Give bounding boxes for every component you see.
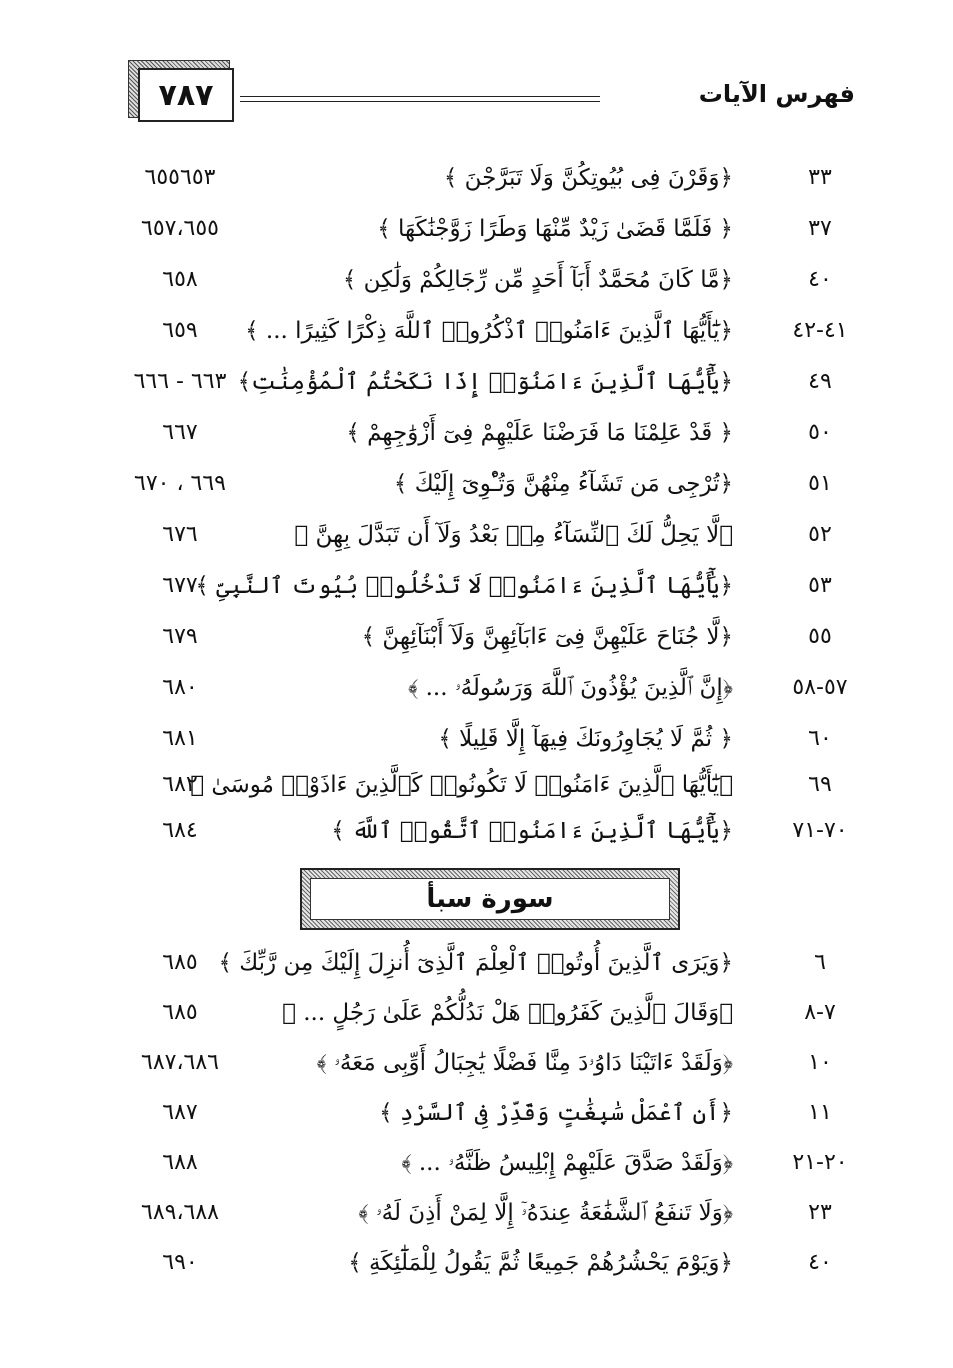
index-row	[0, 726, 953, 776]
page-reference: ٦٥٩	[162, 318, 198, 343]
verse-number: ٥٣	[808, 573, 832, 598]
page-reference: ٦٨٢	[162, 772, 198, 797]
ayah-text: ﴿أَنِ ٱعْمَلْ سَٰبِغَٰتٍ وَقَدِّرْ فِى ٱلسَّرْدِ ﴾	[379, 1100, 733, 1126]
page-reference: ٦٧٧	[162, 573, 198, 598]
verse-number: ٤٠	[808, 1250, 832, 1275]
page-title: فهرس الآيات	[698, 80, 855, 108]
index-row	[0, 1100, 953, 1150]
page-reference: ٦٨١	[162, 726, 198, 751]
ayah-text: ﴿وَقَالَ ٱلَّذِينَ كَفَرُوا۟ هَلْ نَدُلُّكُمْ عَلَىٰ رَجُلٍ ... ﴾	[282, 1000, 733, 1026]
ayah-text: ﴿إِنَّ ٱلَّذِينَ يُؤْذُونَ ٱللَّهَ وَرَسُولَهُۥ ... ﴾	[408, 675, 733, 701]
ayah-text: ﴿وَلَا تَنفَعُ ٱلشَّفَٰعَةُ عِندَهُۥٓ إِلَّا لِمَنْ أَذِنَ لَهُۥ ﴾	[358, 1200, 733, 1226]
verse-number: ٤٠	[808, 267, 832, 292]
verse-number: ٢٠-٢١	[792, 1150, 848, 1175]
verse-number: ٤٩	[808, 369, 832, 394]
index-row	[0, 573, 953, 623]
verse-number: ٣٣	[808, 165, 832, 190]
page-reference: ٦٥٨	[162, 267, 198, 292]
index-row	[0, 420, 953, 470]
verse-number: ٤١-٤٢	[792, 318, 848, 343]
index-row	[0, 1200, 953, 1250]
index-row	[0, 1000, 953, 1050]
verse-number: ٥٧-٥٨	[792, 675, 848, 700]
page-reference: ٦٨٧	[162, 1100, 198, 1125]
ayah-text: ﴿وَقَرْنَ فِى بُيُوتِكُنَّ وَلَا تَبَرَّجْنَ ﴾	[443, 165, 733, 191]
page-reference: ٦٦٧	[162, 420, 198, 445]
verse-number: ٣٧	[808, 216, 832, 241]
index-row	[0, 950, 953, 1000]
page-reference: ٦٨٤	[162, 818, 198, 843]
ayah-text: ﴿وَيَوْمَ يَحْشُرُهُمْ جَمِيعًا ثُمَّ يَقُولُ لِلْمَلَٰٓئِكَةِ ﴾	[348, 1250, 733, 1276]
page-reference: ٦٨٧،٦٨٦	[141, 1050, 219, 1075]
ayah-text: ﴿مَّا كَانَ مُحَمَّدٌ أَبَآ أَحَدٍ مِّن رِّجَالِكُمْ وَلَٰكِن ﴾	[342, 267, 733, 293]
ayah-text: ﴿يَٰٓأَيُّهَا ٱلَّذِينَ ءَامَنُوا۟ لَا تَدْخُلُوا۟ بُيُوتَ ٱلنَّبِىِّ ﴾	[195, 573, 733, 599]
index-row	[0, 1050, 953, 1100]
ayah-text: ﴿يَٰٓأَيُّهَا ٱلَّذِينَ ءَامَنُوا۟ ٱذْكُرُوا۟ ٱللَّهَ ذِكْرًا كَثِيرًا ... ﴾	[245, 318, 733, 344]
ayah-text: ﴿لَّا جُنَاحَ عَلَيْهِنَّ فِىٓ ءَابَآئِهِنَّ وَلَآ أَبْنَآئِهِنَّ ﴾	[361, 624, 733, 650]
index-row	[0, 818, 953, 868]
verse-number: ٥٢	[808, 522, 832, 547]
page-reference: ٦٨٩،٦٨٨	[141, 1200, 219, 1225]
page-reference: ٦٥٥٦٥٣	[144, 165, 216, 190]
verse-number: ١١	[808, 1100, 832, 1125]
ayah-text: ﴿تُرْجِى مَن تَشَآءُ مِنْهُنَّ وَتُـْٔوِىٓ إِلَيْكَ ﴾	[393, 471, 733, 497]
page-number-box	[128, 60, 238, 124]
verse-number: ٥٠	[808, 420, 832, 445]
page-reference: ٦٨٥	[162, 950, 198, 975]
ayah-text: ﴿وَيَرَى ٱلَّذِينَ أُوتُوا۟ ٱلْعِلْمَ ٱلَّذِىٓ أُنزِلَ إِلَيْكَ مِن رَّبِّكَ ﴾	[218, 950, 733, 976]
verse-number: ٦٠	[808, 726, 832, 751]
page-reference: ٦٦٣ - ٦٦٦	[133, 369, 227, 394]
page-reference: ٦٥٧،٦٥٥	[141, 216, 219, 241]
verse-number: ٥١	[808, 471, 832, 496]
header-rule	[240, 96, 600, 102]
ayah-text: ﴿وَلَقَدْ صَدَّقَ عَلَيْهِمْ إِبْلِيسُ ظَنَّهُۥ ... ﴾	[401, 1150, 733, 1176]
verse-number: ٢٣	[808, 1200, 832, 1225]
page-reference: ٦٧٩	[162, 624, 198, 649]
verse-number: ٦	[814, 950, 826, 975]
ayah-text: ﴿يَٰٓأَيُّهَا ٱلَّذِينَ ءَامَنُوا۟ ٱتَّقُوا۟ ٱللَّهَ ﴾	[331, 818, 733, 844]
ayah-text: ﴿يَٰٓأَيُّهَا ٱلَّذِينَ ءَامَنُوا۟ لَا تَكُونُوا۟ كَٱلَّذِينَ ءَاذَوْا۟ مُوسَىٰ ﴾	[190, 772, 733, 798]
ayah-text: ﴿لَّا يَحِلُّ لَكَ ٱلنِّسَآءُ مِنۢ بَعْدُ وَلَآ أَن تَبَدَّلَ بِهِنَّ ﴾	[294, 522, 733, 548]
verse-number: ١٠	[808, 1050, 832, 1075]
index-row	[0, 1150, 953, 1200]
index-row	[0, 216, 953, 266]
index-row	[0, 165, 953, 215]
page-reference: ٦٦٩ ، ٦٧٠	[134, 471, 226, 496]
surah-heading-banner	[300, 868, 680, 930]
ayah-text: ﴿ ثُمَّ لَا يُجَاوِرُونَكَ فِيهَآ إِلَّا قَلِيلًا ﴾	[438, 726, 733, 752]
ayah-text: ﴿يَٰٓأَيُّهَا ٱلَّذِينَ ءَامَنُوٓا۟ إِذَا نَكَحْتُمُ ٱلْمُؤْمِنَٰتِ﴾	[237, 369, 733, 395]
ayah-text: ﴿وَلَقَدْ ءَاتَيْنَا دَاوُۥدَ مِنَّا فَضْلًا يَٰجِبَالُ أَوِّبِى مَعَهُۥ ﴾	[316, 1050, 733, 1076]
ayah-text: ﴿ قَدْ عَلِمْنَا مَا فَرَضْنَا عَلَيْهِمْ فِىٓ أَزْوَٰجِهِمْ ﴾	[346, 420, 733, 446]
index-row	[0, 675, 953, 725]
index-row	[0, 471, 953, 521]
page-reference: ٦٩٠	[162, 1250, 198, 1275]
verse-number: ٧-٨	[804, 1000, 836, 1025]
page-number: ٧٨٧	[138, 68, 234, 122]
index-row	[0, 267, 953, 317]
index-row	[0, 772, 953, 822]
index-row	[0, 624, 953, 674]
index-row	[0, 1250, 953, 1300]
surah-heading: سورة سبأ	[310, 878, 670, 920]
ayah-text: ﴿ فَلَمَّا قَضَىٰ زَيْدٌ مِّنْهَا وَطَرًا زَوَّجْنَٰكَهَا ﴾	[377, 216, 733, 242]
page-reference: ٦٨٨	[162, 1150, 198, 1175]
index-row	[0, 522, 953, 572]
verse-number: ٦٩	[808, 772, 832, 797]
index-row	[0, 369, 953, 419]
verse-number: ٧٠-٧١	[792, 818, 848, 843]
page-reference: ٦٨٥	[162, 1000, 198, 1025]
verse-number: ٥٥	[808, 624, 832, 649]
page-reference: ٦٧٦	[162, 522, 198, 547]
index-row	[0, 318, 953, 368]
page-reference: ٦٨٠	[162, 675, 198, 700]
